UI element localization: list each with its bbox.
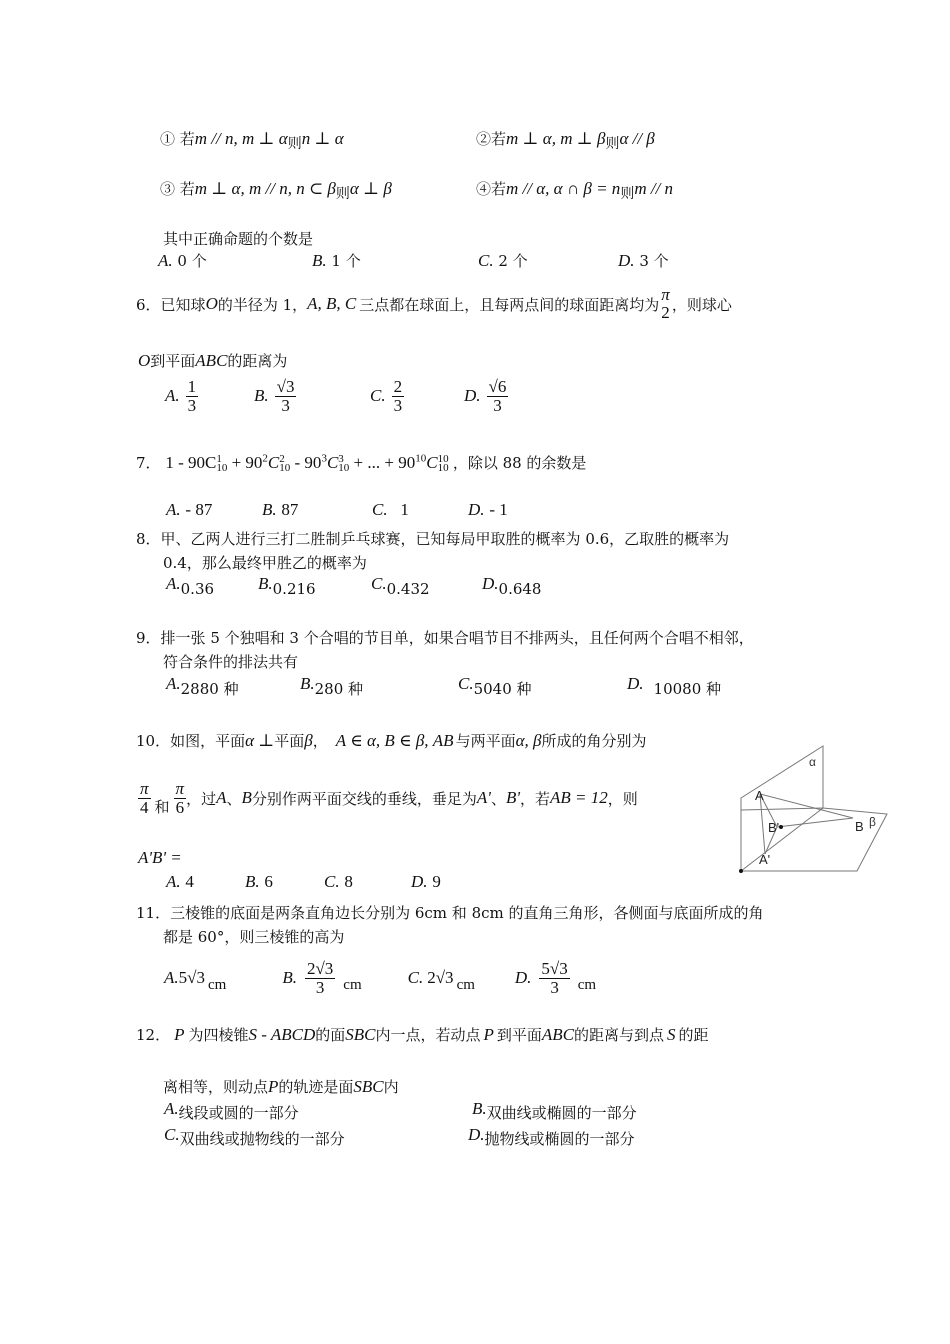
q10-figure-corner-dot	[739, 869, 743, 873]
q6-option-d: D. $\frac{√6}{3}$	[464, 377, 507, 415]
props-option-b: B. 1 个	[312, 251, 361, 270]
prop-3-label: ③ 若	[160, 180, 195, 198]
q7-expression: 1 - 90C 1 10 + $90^2C$ 2 10 - $90^3C$ 3 10 + ... + $90^{10}C$ 10 10	[165, 452, 449, 475]
q8-option-d: D.0.648	[482, 574, 542, 598]
q10-figure-label-a1: A'	[759, 852, 771, 867]
prop-1	[160, 128, 344, 152]
q10-option-b: B. 6	[245, 872, 273, 891]
q6-fraction-pi-over-2: π 2	[661, 285, 670, 322]
q7-option-c: C. 1	[372, 500, 409, 519]
q10-figure-label-b: B	[855, 819, 864, 834]
prop-2	[476, 128, 655, 152]
q10-line1: 10．如图，平面α ⊥平面β， A ∈ α, B ∈ β, AB 与两平面α, β所成的角分别为	[136, 731, 647, 750]
q12-option-d: D.抛物线或椭圆的一部分	[468, 1125, 635, 1148]
prop-3	[160, 178, 392, 202]
prop-4-cond: m // α, α ∩ β = n	[506, 179, 621, 198]
prop-3-result: α ⊥ β	[349, 179, 392, 198]
q9-option-a: A.2880 种	[166, 674, 239, 698]
prop-2-cond: m ⊥ α, m ⊥ β	[506, 129, 606, 148]
q6-option-a: A. $\frac{1}{3}$	[165, 377, 197, 415]
q10-option-a: A. 4	[166, 872, 194, 891]
q9-option-b: B.280 种	[300, 674, 364, 698]
props-option-d: D. 3 个	[618, 251, 669, 270]
prop-4	[476, 178, 674, 202]
q12-line1: 12． P 为四棱锥S - ABCD的面SBC内一点，若动点 P 到平面ABC的距离与到点 S 的距	[136, 1025, 709, 1044]
q11-options: A. 5√3 cm B. $\frac{2√3}{3}$ cm C. 2√3 cm D. $\frac{5√3}{3}$ cm	[164, 958, 597, 997]
prop-2-result: α // β	[619, 129, 655, 148]
prop-4-then: 则	[620, 186, 635, 202]
q6-line1: 6． 已知球 O 的半径为 1， A, B, C 三点都在球面上，且每两点间的球面距离均为 π 2 ，则球心	[136, 285, 732, 322]
props-question: 其中正确命题的个数是	[163, 230, 314, 248]
q9-option-c: C.5040 种	[458, 674, 532, 698]
q12-option-b: B.双曲线或椭圆的一部分	[472, 1099, 637, 1122]
props-option-a: A. 0 个	[158, 251, 207, 270]
q6-number: 6．	[136, 295, 161, 314]
q6-line2: O到平面ABC的距离为	[138, 351, 288, 370]
q10-figure-label-a: A	[755, 788, 764, 803]
q11-option-a: A.	[164, 968, 179, 987]
q7-number: 7．	[136, 454, 161, 472]
prop-1-label: ① 若	[160, 130, 195, 148]
prop-1-then: 则	[287, 136, 302, 152]
q10-figure-label-b1: B'	[768, 820, 780, 835]
q8-option-a: A.0.36	[166, 574, 215, 598]
prop-3-cond: m ⊥ α, m // n, n ⊂ β	[194, 179, 336, 198]
q7-option-d: D. - 1	[468, 500, 508, 519]
q9-line2: 符合条件的排法共有	[163, 653, 299, 671]
q7-option-b: B. 87	[262, 500, 299, 519]
q6-option-c: C. $\frac{2}{3}$	[370, 377, 403, 415]
q11-option-d: D.	[514, 968, 532, 987]
q9-line1: 9．排一张 5 个独唱和 3 个合唱的节目单，如果合唱节目不排两头，且任何两个合唱不相邻，	[136, 629, 754, 647]
q12-line2: 离相等，则动点P的轨迹是面SBC内	[163, 1077, 399, 1096]
props-option-c: C. 2 个	[478, 251, 528, 270]
q8-line1: 8．甲、乙两人进行三打二胜制乒乓球赛，已知每局甲取胜的概率为 0.6，乙取胜的概率为	[136, 530, 730, 548]
prop-1-result: n ⊥ α	[301, 129, 344, 148]
prop-3-then: 则	[335, 186, 350, 202]
q10-figure	[725, 738, 895, 882]
q8-option-b: B.0.216	[258, 574, 316, 598]
q10-line3: A'B' =	[138, 848, 182, 867]
q8-option-c: C.0.432	[371, 574, 430, 598]
q8-line2: 0.4，那么最终甲胜乙的概率为	[163, 554, 367, 572]
q10-figure-point-b1	[779, 825, 783, 829]
q7-line: 7． 1 - 90C 1 10 + $90^2C$ 2 10 - $90^3C$ 3 10 + ... + $90^{10}C$ 10 10 ，除以 88 的余数是	[136, 452, 587, 475]
q11-line1: 11．三棱锥的底面是两条直角边长分别为 6cm 和 8cm 的直角三角形，各侧面与底面所成的角	[136, 904, 764, 922]
q10-figure-label-beta: β	[869, 815, 876, 829]
prop-1-cond: m // n, m ⊥ α	[194, 129, 288, 148]
q10-figure-label-alpha: α	[809, 755, 816, 769]
q10-option-d: D. 9	[411, 872, 441, 891]
q12-option-a: A.线段或圆的一部分	[164, 1099, 299, 1122]
prop-4-label: ④若	[476, 180, 507, 198]
q12-option-c: C.双曲线或抛物线的一部分	[164, 1125, 345, 1148]
q11-option-b: B.	[282, 968, 297, 987]
q9-option-d: D. 10080 种	[627, 674, 722, 698]
prop-2-label: ②若	[476, 130, 507, 148]
q10-fraction-pi-over-6: $\frac{\pi}{6}$	[175, 778, 185, 817]
q10-fraction-pi-over-4: $\frac{\pi}{4}$	[140, 778, 149, 817]
q10-line2: $\frac{\pi}{4}$ 和 $\frac{\pi}{6}$ ，过 A 、 B 分别作两平面交线的垂线，垂足为 A' 、 B' ，若 AB = 12 ，则	[140, 778, 638, 817]
prop-4-result: m // n	[634, 179, 674, 198]
q6-option-b: B. $\frac{√3}{3}$	[254, 377, 295, 415]
q11-line2: 都是 60°，则三棱锥的高为	[163, 928, 345, 946]
q10-option-c: C. 8	[324, 872, 353, 891]
prop-2-then: 则	[605, 136, 620, 152]
q7-option-a: A. - 87	[166, 500, 213, 519]
q11-option-c: C.	[407, 968, 424, 987]
